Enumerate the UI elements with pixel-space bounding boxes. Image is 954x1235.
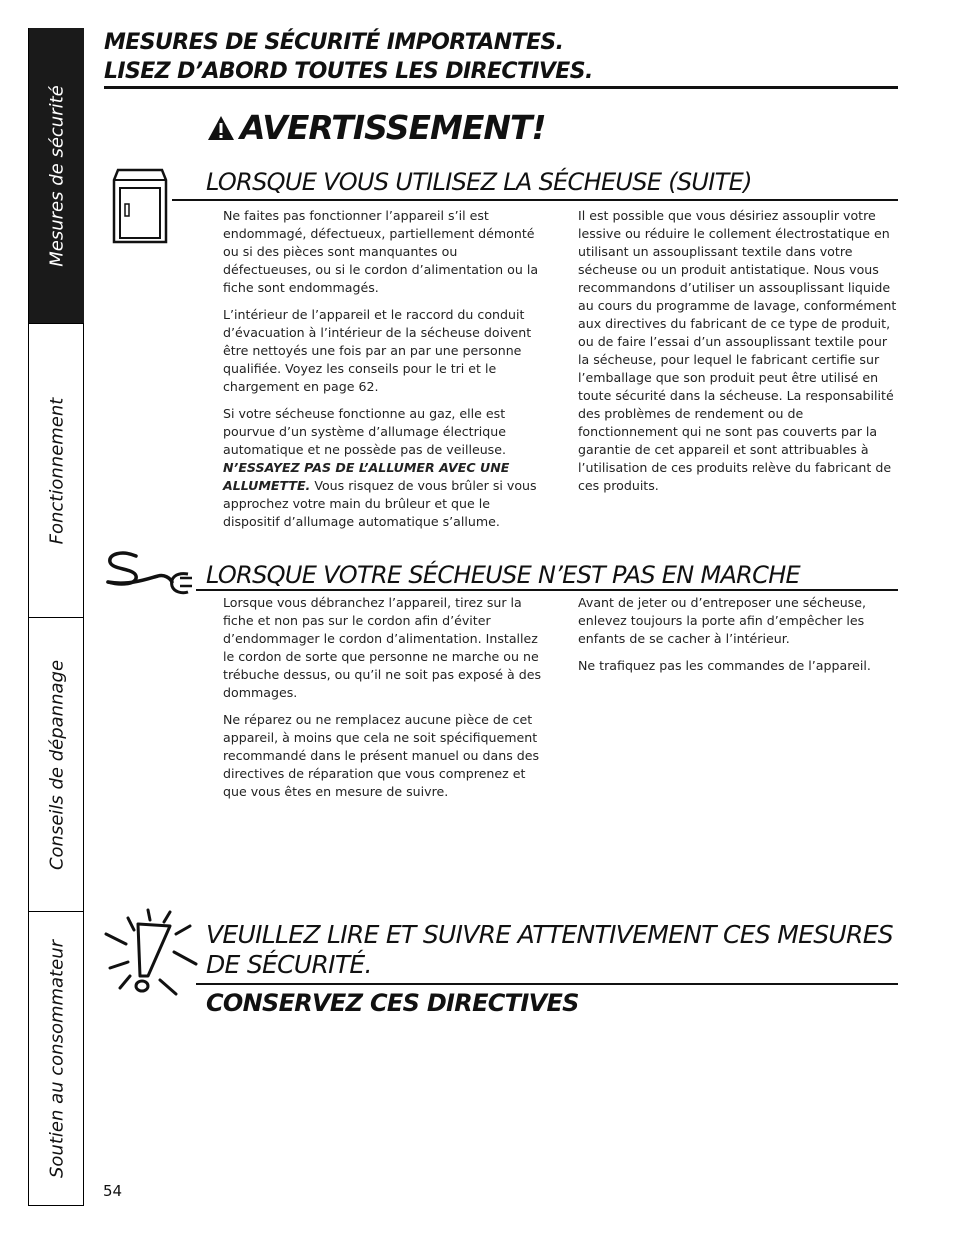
page-header bbox=[104, 28, 898, 86]
section-title-dryer-off: LORSQUE VOTRE SÉCHEUSE N’EST PAS EN MARCHE bbox=[206, 561, 801, 589]
exclamation-alert-icon bbox=[100, 906, 200, 1000]
paragraph: Lorsque vous débranchez l’appareil, tirez sur la fiche et non pas sur le cordon afin d’éviter d’endommager le cordon d’alimentation. Installez le cordon de sorte que personne ne marche ou ne trébuche dessus, ou qu’il ne soit pas exposé à des dommages. bbox=[223, 595, 542, 700]
tab-mesures-de-securite[interactable] bbox=[29, 28, 84, 324]
tab-fonctionnement[interactable] bbox=[29, 324, 84, 618]
section1-left-column bbox=[223, 207, 548, 540]
tab-conseils-de-depannage[interactable] bbox=[29, 618, 84, 912]
page-number: 54 bbox=[103, 1182, 123, 1200]
paragraph: L’intérieur de l’appareil et le raccord du conduit d’évacuation à l’intérieur de la sécheuse doivent être nettoyés une fois par an par une personne qualifiée. Voyez les conseils pour le tri et le chargement en page 62. bbox=[223, 307, 532, 394]
section2-left-column bbox=[223, 594, 543, 810]
section-rule bbox=[172, 199, 898, 201]
paragraph: Avant de jeter ou d’entreposer une sécheuse, enlevez toujours la porte afin d’empêcher les enfants de se cacher à l’intérieur. bbox=[578, 595, 866, 646]
paragraph: Ne faites pas fonctionner l’appareil s’il est endommagé, défectueux, partiellement démonté ou si des pièces sont manquantes ou défectueuses, ou si le cordon d’alimentation ou la fiche sont endommagés. bbox=[223, 208, 539, 295]
section-title-using-dryer: LORSQUE VOUS UTILISEZ LA SÉCHEUSE (SUITE) bbox=[206, 168, 752, 196]
section1-right-column bbox=[578, 207, 898, 504]
header-line-1: MESURES DE SÉCURITÉ IMPORTANTES. bbox=[104, 30, 564, 55]
paragraph: Si votre sécheuse fonctionne au gaz, elle est pourvue d’un système d’allumage électrique automatique et ne possède pas de veilleuse. N’ESSAYEZ PAS DE L’ALLUMER AVEC UNE ALLUMETTE. Vous risquez de vous brûler si vous approchez votre main du brûleur et que le dispositif d’allumage automatique s’allume. bbox=[223, 406, 537, 529]
warning-heading bbox=[206, 108, 546, 147]
read-safety-title: VEUILLEZ LIRE ET SUIVRE ATTENTIVEMENT CES MESURES DE SÉCURITÉ. bbox=[206, 920, 893, 979]
bold-warning: N’ESSAYEZ PAS DE L’ALLUMER AVEC UNE ALLUMETTE. bbox=[223, 460, 510, 493]
paragraph: Ne trafiquez pas les commandes de l’appareil. bbox=[578, 658, 871, 673]
section2-right-column bbox=[578, 594, 898, 684]
header-line-2: LISEZ D’ABORD TOUTES LES DIRECTIVES. bbox=[104, 59, 593, 84]
tab-label: Soutien au consommateur bbox=[46, 939, 67, 1178]
tab-label: Fonctionnement bbox=[46, 397, 67, 544]
tab-label: Mesures de sécurité bbox=[46, 84, 67, 267]
warning-triangle-icon bbox=[206, 114, 236, 142]
warning-title: AVERTISSEMENT! bbox=[240, 108, 546, 147]
tab-label: Conseils de dépannage bbox=[46, 659, 67, 870]
tab-soutien-au-consommateur[interactable] bbox=[29, 912, 84, 1206]
dryer-icon bbox=[108, 166, 172, 246]
section-rule bbox=[196, 589, 898, 591]
plug-cord-icon bbox=[100, 548, 196, 604]
paragraph: Il est possible que vous désiriez assouplir votre lessive ou réduire le collement électrostatique en utilisant un assouplissant textile dans votre sécheuse ou un produit antistatique. Nous vous recommandons d’utiliser un assouplissant liquide au cours du programme de lavage, conformément aux directives du fabricant de ce type de produit, ou de faire l’essai d’un assouplissant textile pour la sécheuse, pour lequel le fabricant certifie sur l’emballage que son produit peut être utilisé en toute sécurité dans la sécheuse. La responsabilité des problèmes de rendement ou de fonctionnement qui ne sont pas couverts par la garantie de cet appareil et sont attribuables à l’utilisation de ces produits relève du fabricant de ces produits. bbox=[578, 208, 897, 493]
side-tabs bbox=[28, 28, 84, 1206]
save-instructions-title: CONSERVEZ CES DIRECTIVES bbox=[206, 989, 579, 1017]
paragraph: Ne réparez ou ne remplacez aucune pièce de cet appareil, à moins que cela ne soit spécifiquement recommandé dans le présent manuel ou dans des directives de réparation que vous comprenez et que vous êtes en mesure de suivre. bbox=[223, 712, 540, 799]
section-rule bbox=[196, 983, 898, 985]
header-rule bbox=[104, 86, 898, 89]
